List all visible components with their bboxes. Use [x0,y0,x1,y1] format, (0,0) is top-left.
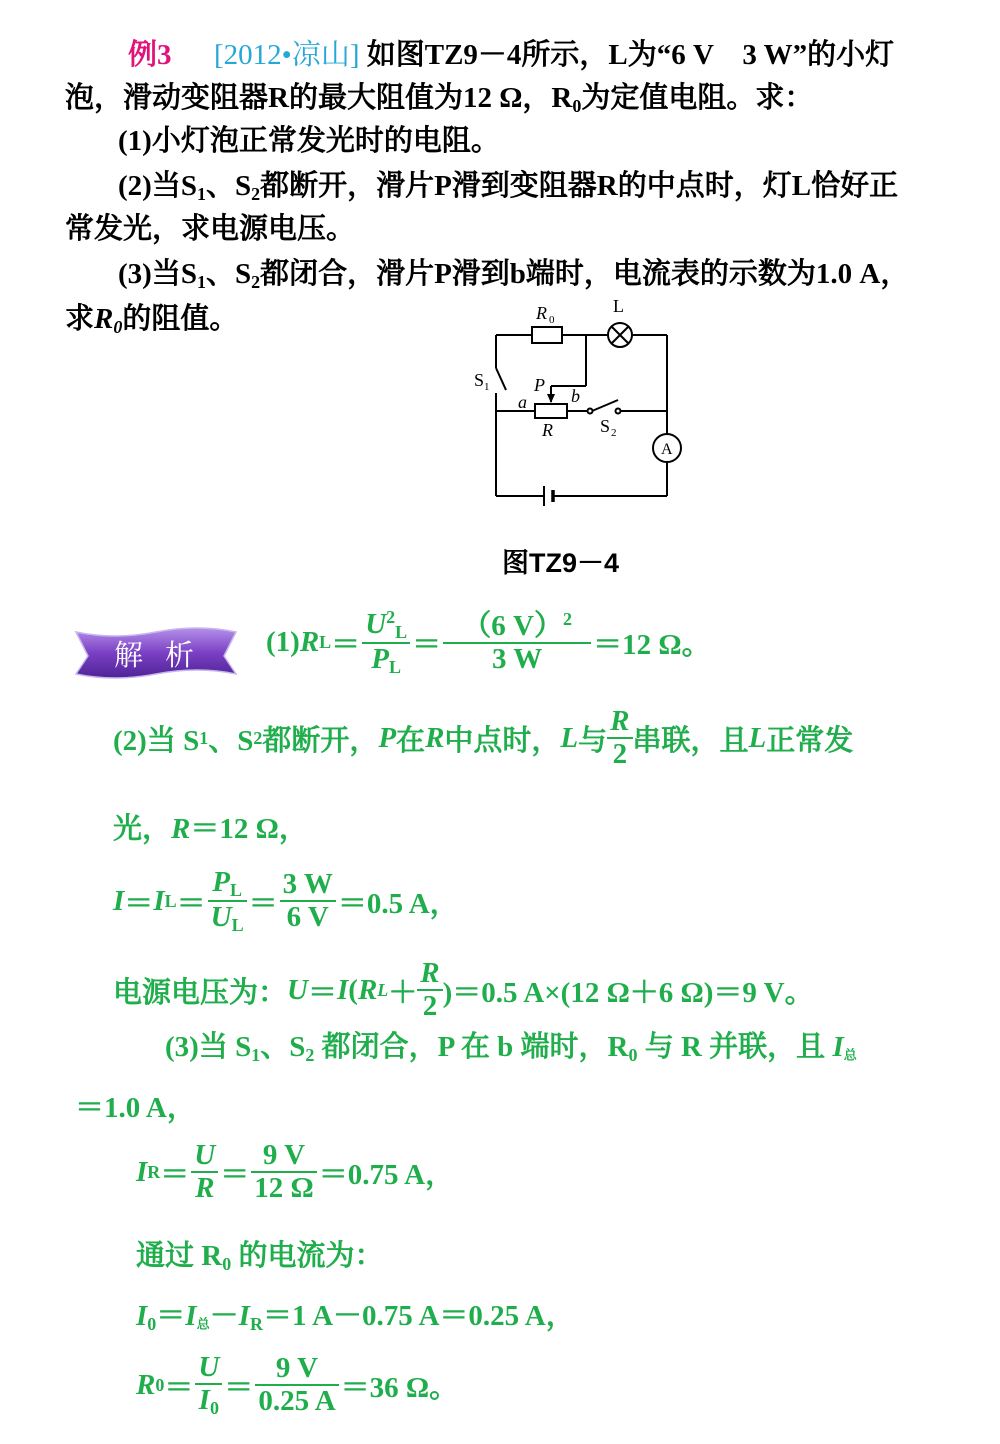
question-2-line-2 [65,206,355,247]
s1-R: R [299,626,320,659]
var: I [336,973,349,1006]
var: I [113,884,125,917]
sub: 0 [147,1314,157,1335]
var: P [378,721,397,754]
eq: ＝ [331,629,361,662]
label-ammeter: A [661,441,673,458]
fraction [280,869,336,934]
solution-3-line-1 [165,1024,857,1066]
q3-c: 都闭合，滑片P滑到b端时，电流表的示数为1.0 A， [260,258,910,290]
q3-line2-b: 的阻值。 [122,303,239,335]
eq: ＝ [160,1158,190,1191]
t: ＝12 Ω， [190,813,308,845]
num: （6 V） [462,610,563,643]
label-l: L [613,296,624,316]
eq: ＝ [412,629,442,662]
circuit-diagram [460,290,700,515]
solution-1 [266,608,711,678]
solution-3-ir [136,1140,454,1205]
num: U [195,1352,222,1385]
problem-text-1: 如图TZ9－4所示，L为“6 V 3 W”的小灯 [366,39,895,71]
eq: ＝ [176,887,206,920]
sub: L [389,657,402,678]
eq: ＝ [124,887,154,920]
t: ( [348,973,358,1006]
sub: 0 [155,1374,165,1395]
den: 2 [422,990,438,1023]
var: R [171,813,191,845]
switch-s1 [496,368,506,390]
t: ＝1.0 A， [75,1092,196,1124]
t: ＝0.5 A， [337,887,459,920]
fraction [195,1352,222,1419]
num: P [212,866,230,898]
var: I [136,1300,148,1332]
t: 与 R 并联，且 [637,1031,833,1063]
t: 串联，且 [632,724,749,757]
problem-text-2b: 为定值电阻。求： [581,82,814,114]
sub: 2 [251,184,261,205]
eq: ＝ [307,976,337,1009]
figure-caption: 图TZ9－4 [502,548,620,578]
t: (3)当 S [165,1031,252,1063]
t: ＋ [388,976,418,1009]
sub: 1 [251,1045,261,1066]
t: 电源电压为： [113,976,288,1009]
solution-3-i0 [136,1293,575,1335]
var: U [287,973,308,1006]
den: 3 W [492,643,543,676]
label-r: R [542,420,553,440]
t: 光， [113,813,172,845]
var: I [238,1300,250,1332]
eq: ＝ [248,887,278,920]
sub: 2 [305,1045,315,1066]
question-3-line-2 [65,296,238,338]
eq: ＝ [156,1300,186,1332]
solution-2-line-2 [113,806,308,847]
sub: 0 [628,1045,638,1066]
sub: 0 [222,1254,232,1275]
sub: 1 [196,272,206,293]
label-s1-sub: 1 [484,381,490,393]
solution-2-voltage [113,958,814,1023]
problem-line-1 [128,32,894,73]
sup: 2 [563,609,572,630]
sub: L [319,632,332,653]
num: R [417,958,442,991]
den: U [210,901,232,934]
label-a: a [518,392,527,412]
eq: ＝ [220,1158,250,1191]
var: I [136,1155,148,1188]
switch-s2 [592,400,618,411]
solution-3-line-2 [75,1085,196,1126]
sub: 0 [572,96,582,117]
t: 、S [208,724,254,757]
t: ＝36 Ω。 [340,1371,459,1404]
t: ＝0.75 A， [318,1158,455,1191]
fraction [607,706,632,771]
s1-result: ＝12 Ω。 [593,629,711,662]
t: 通过 R [136,1240,223,1272]
s1-prefix: (1) [266,626,300,659]
t: 的电流为： [231,1240,384,1272]
q2-line2: 常发光，求电源电压。 [65,213,356,245]
var: R [425,721,445,754]
sup: 2 [386,607,396,627]
problem-line-2 [65,75,813,117]
num: 9 V [251,1140,316,1173]
sub: 2 [251,272,261,293]
q3-line2-a: 求 [65,303,95,335]
var: R [136,1368,156,1401]
t: 正常发 [766,724,854,757]
label-s2: S [600,416,611,436]
den: P [371,643,390,676]
sub: R [249,1314,263,1335]
num: 3 W [280,869,336,902]
label-s1: S [474,370,485,390]
question-2 [118,163,898,205]
label-r0: R [536,303,547,323]
t: 与 [578,724,608,757]
label-r0-sub: 0 [549,314,555,326]
label-p: P [534,375,545,395]
sub: L [164,890,177,911]
fraction [362,608,410,678]
fraction [417,958,442,1023]
q2-a: (2)当S [118,170,197,202]
solution-2-line-1 [113,706,853,771]
var: L [560,721,579,754]
q3-b: 、S [205,258,252,290]
problem-label: 例3 [128,39,172,71]
sub: 0 [209,1398,219,1419]
q3-a: (3)当S [118,258,197,290]
var: I [185,1300,197,1332]
num: 9 V [255,1353,338,1386]
eq: ＝ [164,1371,194,1404]
sub: L [395,621,408,642]
den: 12 Ω [254,1172,314,1205]
den: 0.25 A [258,1385,336,1418]
rheostat-r [535,404,567,418]
label-b: b [571,386,580,406]
sub: L [229,880,242,901]
t: 、S [260,1031,306,1063]
question-1-text: (1)小灯泡正常发光时的电阻。 [118,125,500,157]
eq: ＝ [224,1371,254,1404]
fraction [251,1140,316,1205]
fraction [208,867,247,936]
sub: L [231,915,244,936]
den: R [195,1172,215,1205]
den: 2 [612,738,628,771]
t: 都断开， [262,724,379,757]
q3-line2-R: R [94,303,114,335]
num: R [607,706,632,739]
t: － [209,1300,239,1332]
solution-3-through [136,1233,383,1275]
num: U [191,1140,218,1173]
problem-source: [2012•凉山] [214,39,360,71]
t: ＝1 A－0.75 A＝0.25 A， [262,1300,575,1332]
sub: 总 [843,1047,857,1063]
num: U [365,607,387,640]
den: 6 V [286,901,329,934]
den: I [198,1384,210,1417]
t: 在 [396,724,426,757]
var: L [748,721,767,754]
fraction [255,1353,338,1418]
var: R [357,973,378,1006]
problem-text-2a: 泡，滑动变阻器R的最大阻值为12 Ω，R [65,82,573,114]
sub: 0 [113,317,123,338]
label-s2-sub: 2 [611,427,617,439]
t: )＝0.5 A×(12 Ω＋6 Ω)＝9 V。 [442,976,814,1009]
solution-3-r0 [136,1352,458,1419]
solution-2-current [113,867,459,936]
solution-badge [74,626,238,680]
t: 中点时， [444,724,561,757]
sub: L [377,979,389,1000]
badge-label: 解析 [113,637,216,672]
var: I [153,884,165,917]
sub: 1 [199,727,209,748]
sub: R [147,1161,161,1182]
q2-c: 都断开，滑片P滑到变阻器R的中点时，灯L恰好正 [260,170,899,202]
question-3 [118,251,909,293]
question-1 [118,118,500,159]
t: 都闭合，P 在 b 端时，R [314,1031,629,1063]
var: I [832,1031,844,1063]
sub: 总 [196,1316,210,1332]
fraction [191,1140,218,1205]
fraction [443,610,591,676]
t: (2)当 S [113,724,200,757]
sub: 1 [196,184,206,205]
sub: 2 [253,727,263,748]
q2-b: 、S [205,170,252,202]
resistor-r0 [532,327,562,343]
